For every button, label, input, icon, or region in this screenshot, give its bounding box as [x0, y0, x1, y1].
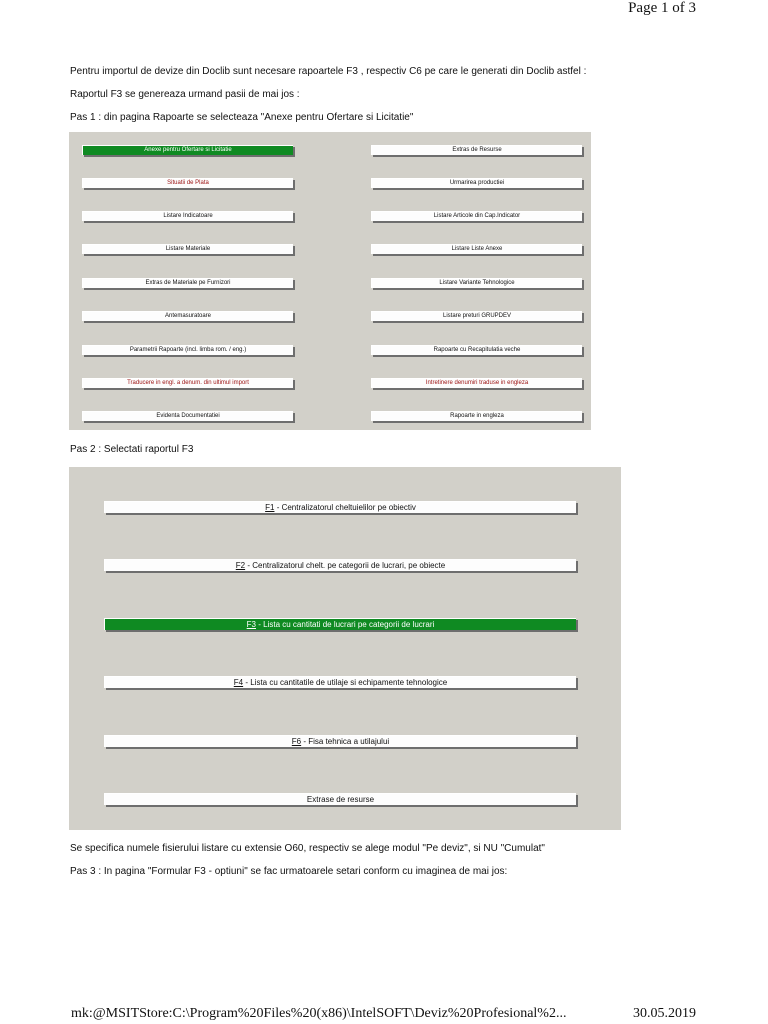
form-button-extrase-de-resurse[interactable]	[104, 793, 576, 805]
form-button-f4[interactable]	[104, 676, 576, 688]
footer-date: 30.05.2019	[633, 1006, 696, 1021]
report-button-extras-de-resurse[interactable]: Extras de Resurse	[371, 145, 582, 155]
form-key-label: F6	[291, 737, 302, 746]
intro-paragraph: Pentru importul de devize din Doclib sunt necesare rapoartele F3 , respectiv C6 pe care le generati din Doclib astfel :	[70, 66, 587, 77]
report-button-anexe-pentru-ofertare-si-licitatie[interactable]: Anexe pentru Ofertare si Licitatie	[82, 145, 293, 155]
form-button-f3[interactable]	[104, 618, 576, 630]
form-button-f1[interactable]	[104, 501, 576, 513]
report-button-situatii-de-plata[interactable]: Situatii de Plata	[82, 178, 293, 188]
form-button-f6[interactable]	[104, 735, 576, 747]
report-button-antemasuratoare[interactable]: Antemasuratoare	[82, 311, 293, 321]
form-title-label: - Centralizatorul chelt. pe categorii de lucrari, pe obiecte	[245, 561, 446, 570]
footer-source-path: mk:@MSITStore:C:\Program%20Files%20(x86)\IntelSOFT\Deviz%20Profesional%2...	[71, 1006, 567, 1021]
form-title-label: - Lista cu cantitatile de utilaje si echipamente tehnologice	[243, 678, 448, 687]
step3-text: Pas 3 : In pagina "Formular F3 - optiuni" se fac urmatoarele setari conform cu imaginea de mai jos:	[70, 866, 508, 877]
page-footer	[71, 1006, 696, 1022]
form-key-label: F2	[235, 561, 246, 570]
report-button-urmarirea-productiei[interactable]: Urmarirea productiei	[371, 178, 582, 188]
form-key-label: F4	[233, 678, 244, 687]
report-button-parametrii-rapoarte-incl-limba-rom-eng[interactable]: Parametrii Rapoarte (incl. limba rom. / eng.)	[82, 345, 293, 355]
form-title-label: - Centralizatorul cheltuielilor pe obiectiv	[274, 503, 416, 512]
annex-reports-panel	[69, 467, 621, 830]
report-button-listare-indicatoare[interactable]: Listare Indicatoare	[82, 211, 293, 221]
f3-steps-heading: Raportul F3 se genereaza urmand pasii de mai jos :	[70, 89, 300, 100]
report-button-listare-preturi-grupdev[interactable]: Listare preturi GRUPDEV	[371, 311, 582, 321]
report-button-traducere-in-engl-a-denum-din-ultimul-import[interactable]: Traducere in engl. a denum. din ultimul import	[82, 378, 293, 388]
report-button-listare-articole-din-cap-indicator[interactable]: Listare Articole din Cap.Indicator	[371, 211, 582, 221]
report-button-intretinere-denumiri-traduse-in-engleza[interactable]: Intretinere denumiri traduse in engleza	[371, 378, 582, 388]
form-key-label: F1	[265, 503, 275, 512]
report-button-rapoarte-in-engleza[interactable]: Rapoarte in engleza	[371, 411, 582, 421]
file-naming-instruction: Se specifica numele fisierului listare cu extensie O60, respectiv se alege modul "Pe deviz", si NU "Cumulat"	[70, 843, 545, 854]
step2-text: Pas 2 : Selectati raportul F3	[70, 444, 194, 455]
form-button-f2[interactable]	[104, 559, 576, 571]
report-button-listare-materiale[interactable]: Listare Materiale	[82, 244, 293, 254]
report-button-listare-variante-tehnologice[interactable]: Listare Variante Tehnologice	[371, 278, 582, 288]
report-button-listare-liste-anexe[interactable]: Listare Liste Anexe	[371, 244, 582, 254]
report-button-rapoarte-cu-recapitulatia-veche[interactable]: Rapoarte cu Recapitulatia veche	[371, 345, 582, 355]
report-button-extras-de-materiale-pe-furnizori[interactable]: Extras de Materiale pe Furnizori	[82, 278, 293, 288]
step1-text: Pas 1 : din pagina Rapoarte se selecteaza "Anexe pentru Ofertare si Licitatie"	[70, 112, 414, 123]
report-button-evidenta-documentatiei[interactable]: Evidenta Documentatiei	[82, 411, 293, 421]
form-title-label: Extrase de resurse	[306, 795, 375, 804]
form-title-label: - Lista cu cantitati de lucrari pe categorii de lucrari	[256, 620, 435, 629]
form-key-label: F3	[246, 620, 257, 629]
page-number: Page 1 of 3	[628, 0, 696, 16]
form-title-label: - Fisa tehnica a utilajului	[301, 737, 390, 746]
reports-menu-panel	[69, 132, 591, 430]
